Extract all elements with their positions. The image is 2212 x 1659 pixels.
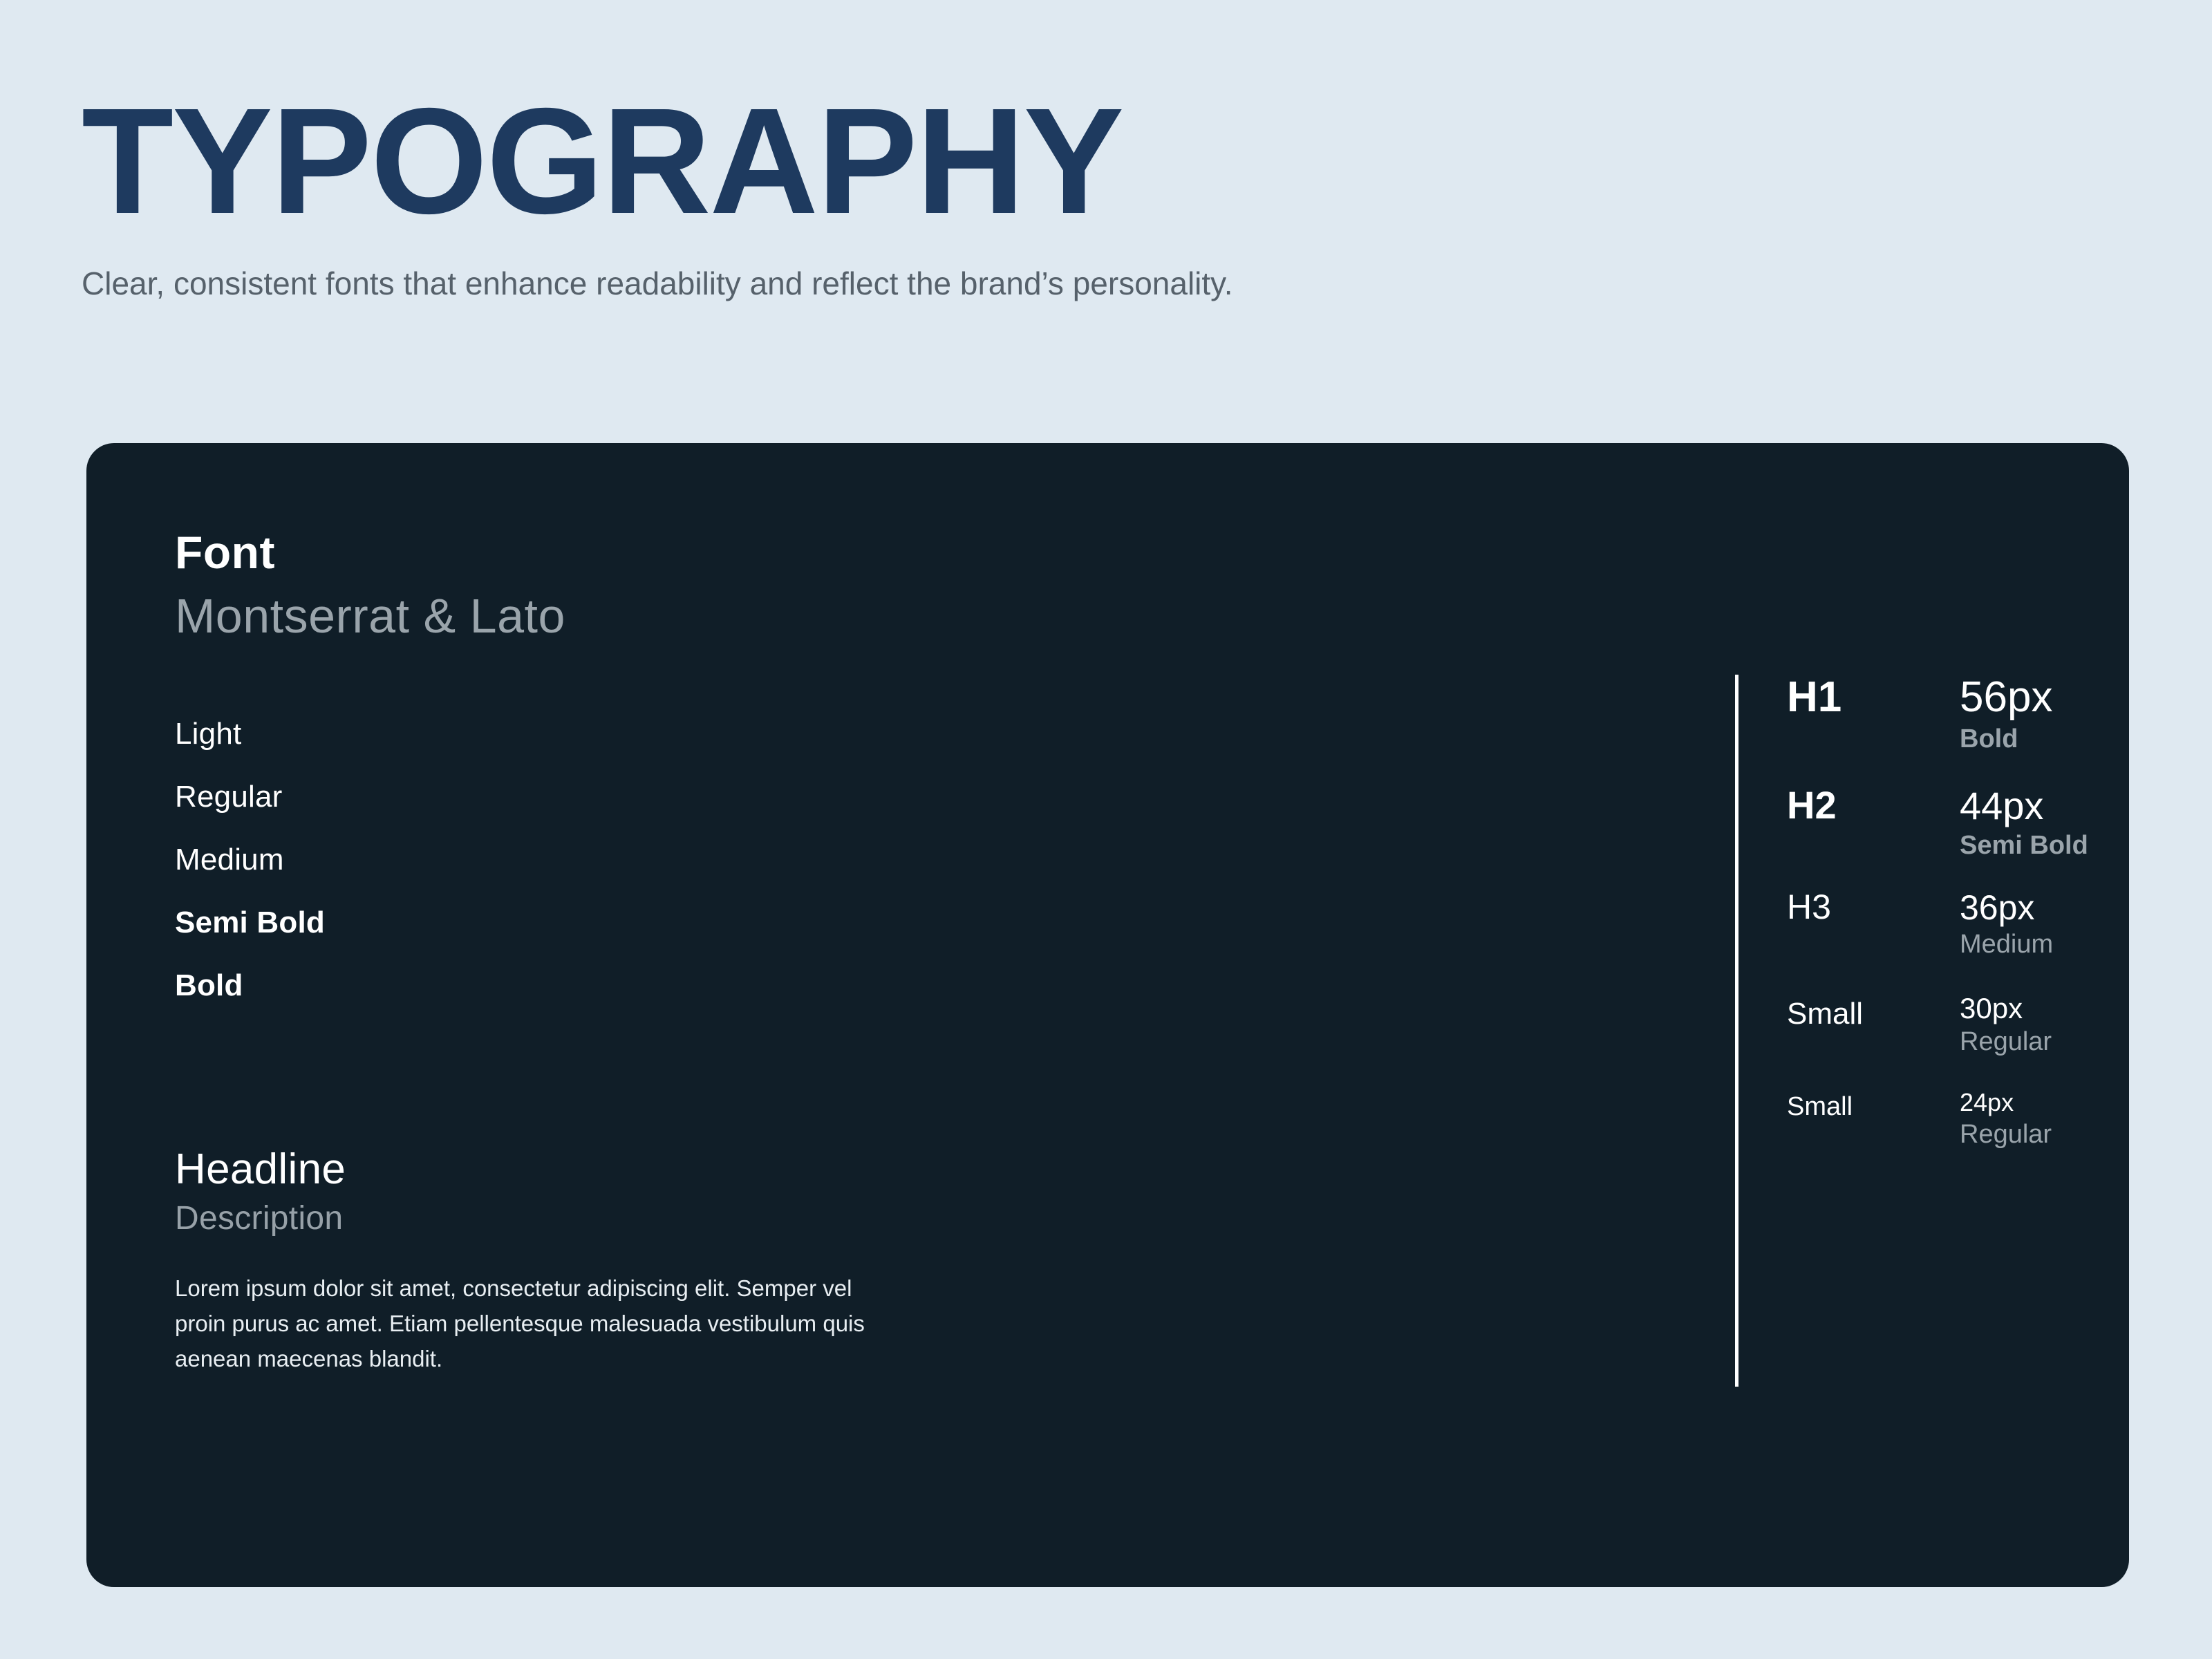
header xyxy=(82,77,1879,305)
sample-body-text: Lorem ipsum dolor sit amet, consectetur adipiscing elit. Semper vel proin purus ac amet. Etiam pellentesque malesuada vestibulum quis aenean maecenas blandit. xyxy=(175,1275,865,1372)
scale-tag: H3 xyxy=(1787,888,1831,927)
font-weight-list xyxy=(175,702,797,1017)
page-subtitle: Clear, consistent fonts that enhance readability and reflect the brand’s personality. xyxy=(82,265,1233,302)
list-item: Medium xyxy=(175,843,284,877)
list-item: Light xyxy=(175,717,242,751)
scale-weight: Medium xyxy=(1960,930,2054,959)
list-item: Regular xyxy=(175,780,283,814)
scale-row xyxy=(1787,1089,2105,1152)
font-families: Montserrat & Lato xyxy=(175,589,565,643)
sample-headline: Headline xyxy=(175,1145,346,1193)
scale-row xyxy=(1787,993,2105,1060)
scale-row xyxy=(1787,785,2105,863)
sample-description: Description xyxy=(175,1200,344,1237)
list-item: Bold xyxy=(175,968,243,1002)
scale-weight: Bold xyxy=(1960,724,2018,753)
scale-tag: H1 xyxy=(1787,673,1842,721)
scale-row xyxy=(1787,675,2105,756)
font-block xyxy=(175,526,1212,644)
font-label: Font xyxy=(175,527,275,578)
scale-size: 56px xyxy=(1960,673,2053,721)
type-sample-block xyxy=(175,1145,1004,1376)
list-item: Semi Bold xyxy=(175,906,325,939)
scale-weight: Semi Bold xyxy=(1960,830,2088,860)
scale-size: 44px xyxy=(1960,784,2044,828)
scale-divider-line xyxy=(1735,675,1738,1387)
scale-size: 24px xyxy=(1960,1088,2014,1117)
scale-tag: Small xyxy=(1787,996,1864,1031)
scale-tag: H2 xyxy=(1787,783,1837,827)
typography-card xyxy=(86,443,2129,1587)
scale-row xyxy=(1787,889,2105,962)
scale-size: 30px xyxy=(1960,991,2023,1024)
scale-size: 36px xyxy=(1960,888,2035,928)
page-title: TYPOGRAPHY xyxy=(82,77,1123,245)
scale-weight: Regular xyxy=(1960,1027,2052,1056)
scale-tag: Small xyxy=(1787,1092,1853,1122)
scale-weight: Regular xyxy=(1960,1120,2052,1150)
